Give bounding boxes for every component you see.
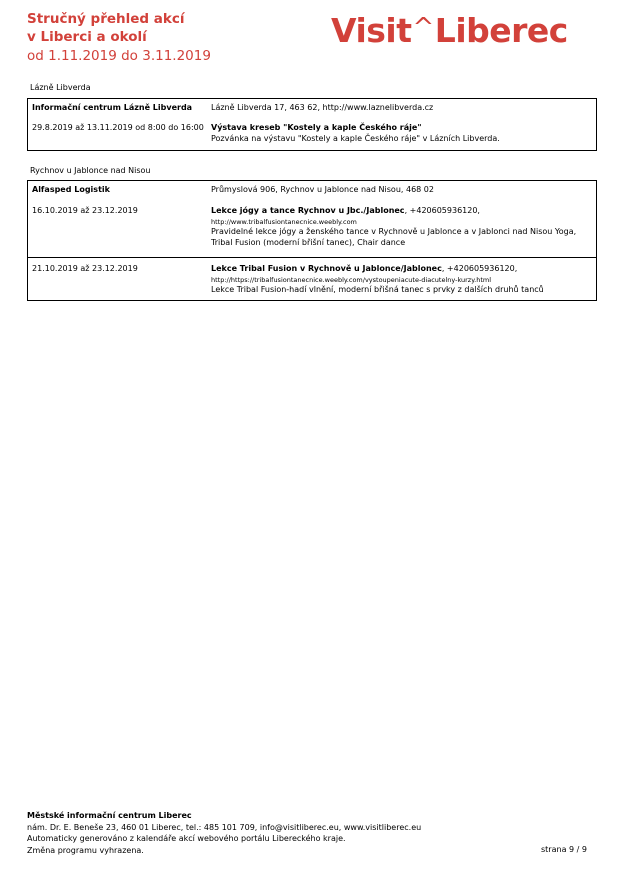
organizer-address: Průmyslová 906, Rychnov u Jablonce nad Nisou, 468 02 xyxy=(211,185,434,194)
footer xyxy=(27,810,421,856)
event-description: Pozvánka na výstavu "Kostely a kaple Českého ráje" v Lázních Libverda. xyxy=(211,133,500,143)
organizer-row xyxy=(28,99,596,120)
section-table xyxy=(27,98,597,151)
logo-text-right: Liberec xyxy=(434,11,568,50)
document-title xyxy=(27,10,211,65)
logo-caret-icon: ^ xyxy=(412,13,434,43)
title-line-2: v Liberci a okolí xyxy=(27,29,147,45)
footer-org: Městské informační centrum Liberec xyxy=(27,811,192,820)
event-date: 16.10.2019 až 23.12.2019 xyxy=(32,206,138,215)
event-phone: , +420605936120, xyxy=(441,264,518,273)
event-title: Výstava kreseb "Kostely a kaple Českého ráje" xyxy=(211,123,422,132)
event-phone: , +420605936120, xyxy=(404,206,480,215)
event-title: Lekce Tribal Fusion v Rychnově u Jablonce/Jablonec xyxy=(211,264,442,273)
visit-liberec-logo xyxy=(331,8,568,51)
organizer-name: Informační centrum Lázně Libverda xyxy=(32,103,193,112)
event-title: Lekce jógy a tance Rychnov u Jbc./Jablonec xyxy=(211,206,405,215)
footer-generated-note: Automaticky generováno z kalendáře akcí webového portálu Libereckého kraje. xyxy=(27,834,346,843)
event-url: http://https://tribalfusiontanecnice.weebly.com/vystoupeniacute-diacutelny-kurzy.html xyxy=(211,275,492,284)
event-date: 29.8.2019 až 13.11.2019 od 8:00 do 16:00 xyxy=(32,123,204,132)
logo-text-left: Visit xyxy=(331,11,412,50)
footer-address: nám. Dr. E. Beneše 23, 460 01 Liberec, tel.: 485 101 709, info@visitliberec.eu, www.visitliberec.eu xyxy=(27,822,422,832)
footer-disclaimer: Změna programu vyhrazena. xyxy=(27,845,144,855)
date-range: od 1.11.2019 do 3.11.2019 xyxy=(27,48,211,64)
event-url: http://www.tribalfusiontanecnice.weebly.com xyxy=(211,217,357,226)
organizer-address: Lázně Libverda 17, 463 62, http://www.laznelibverda.cz xyxy=(211,103,434,112)
title-line-1: Stručný přehled akcí xyxy=(27,11,185,27)
event-description: Lekce Tribal Fusion-hadí vlnění, moderní břišná tanec s prvky z dalších druhů tanců xyxy=(211,285,544,294)
section-location-label: Lázně Libverda xyxy=(30,83,91,92)
event-row xyxy=(28,257,596,301)
event-row xyxy=(28,120,596,150)
page-number: strana 9 / 9 xyxy=(541,845,587,854)
event-date: 21.10.2019 až 23.12.2019 xyxy=(32,264,138,273)
organizer-row xyxy=(28,181,596,202)
event-description: Pravidelné lekce jógy a ženského tance v Rychnově u Jablonce a v Jablonci nad Nisou Yoga, Tribal Fusion (moderní břišní tanec), Chair dance xyxy=(211,227,577,247)
organizer-name: Alfasped Logistik xyxy=(32,185,110,194)
section-table xyxy=(27,180,597,301)
section-location-label: Rychnov u Jablonce nad Nisou xyxy=(30,166,151,175)
event-row xyxy=(28,202,596,257)
